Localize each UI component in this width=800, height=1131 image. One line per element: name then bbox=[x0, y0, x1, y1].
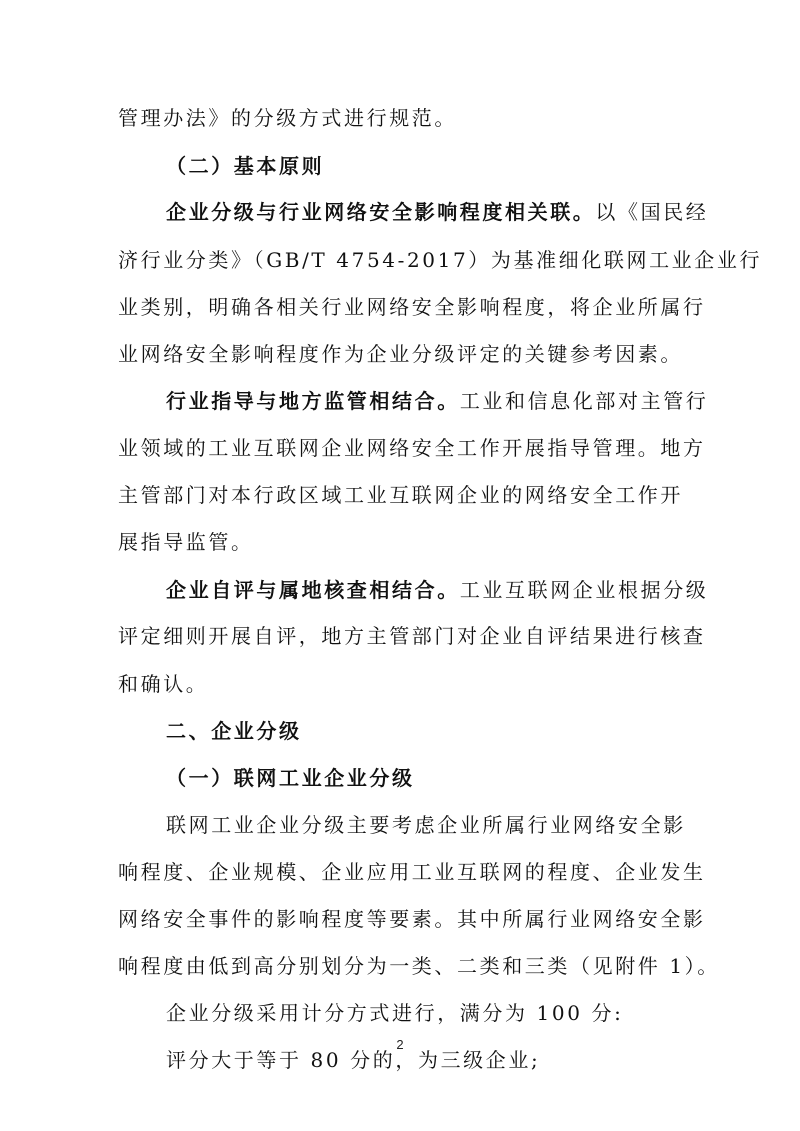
section-heading-enterprise-grading: 二、企业分级 bbox=[166, 719, 302, 743]
scoring-method-line: 企业分级采用计分方式进行，满分为 100 分: bbox=[166, 1001, 624, 1025]
page-number: 2 bbox=[396, 1037, 404, 1052]
principle-1-line-1 bbox=[166, 198, 709, 226]
principle-2-text-start: 工业和信息化部对主管行 bbox=[459, 389, 709, 413]
grading-paragraph-line-4: 响程度由低到高分别划分为一类、二类和三类（见附件 1）。 bbox=[118, 954, 720, 978]
subsection-heading-networked-enterprise-grading: （一）联网工业企业分级 bbox=[166, 766, 415, 790]
principle-2-line-2: 业领域的工业互联网企业网络安全工作开展指导管理。地方 bbox=[118, 436, 706, 460]
principle-1-line-4: 业网络安全影响程度作为企业分级评定的关键参考因素。 bbox=[118, 342, 683, 366]
section-heading-basic-principles: （二）基本原则 bbox=[166, 154, 325, 178]
grading-paragraph-line-3: 网络安全事件的影响程度等要素。其中所属行业网络安全影 bbox=[118, 907, 706, 931]
level-three-criteria-line: 评分大于等于 80 分的，为三级企业; bbox=[166, 1048, 541, 1072]
principle-2-line-1 bbox=[166, 387, 709, 415]
grading-paragraph-line-1: 联网工业企业分级主要考虑企业所属行业网络安全影 bbox=[166, 813, 686, 837]
paragraph-continuation: 管理办法》的分级方式进行规范。 bbox=[118, 106, 457, 130]
principle-3-line-2: 评定细则开展自评，地方主管部门对企业自评结果进行核查 bbox=[118, 624, 706, 648]
principle-1-line-3: 业类别，明确各相关行业网络安全影响程度，将企业所属行 bbox=[118, 295, 706, 319]
principle-1-title: 企业分级与行业网络安全影响程度相关联。 bbox=[166, 200, 596, 224]
principle-3-title: 企业自评与属地核查相结合。 bbox=[166, 578, 460, 602]
principle-2-title: 行业指导与地方监管相结合。 bbox=[166, 389, 460, 413]
principle-3-line-3: 和确认。 bbox=[118, 672, 209, 696]
principle-2-line-4: 展指导监管。 bbox=[118, 530, 254, 554]
principle-2-line-3: 主管部门对本行政区域工业互联网企业的网络安全工作开 bbox=[118, 483, 683, 507]
principle-1-line-2: 济行业分类》（GB/T 4754-2017）为基准细化联网工业企业行 bbox=[118, 248, 763, 272]
principle-3-line-1 bbox=[166, 576, 709, 604]
principle-1-text-start: 以《国民经 bbox=[595, 200, 709, 224]
grading-paragraph-line-2: 响程度、企业规模、企业应用工业互联网的程度、企业发生 bbox=[118, 860, 706, 884]
principle-3-text-start: 工业互联网企业根据分级 bbox=[459, 578, 709, 602]
